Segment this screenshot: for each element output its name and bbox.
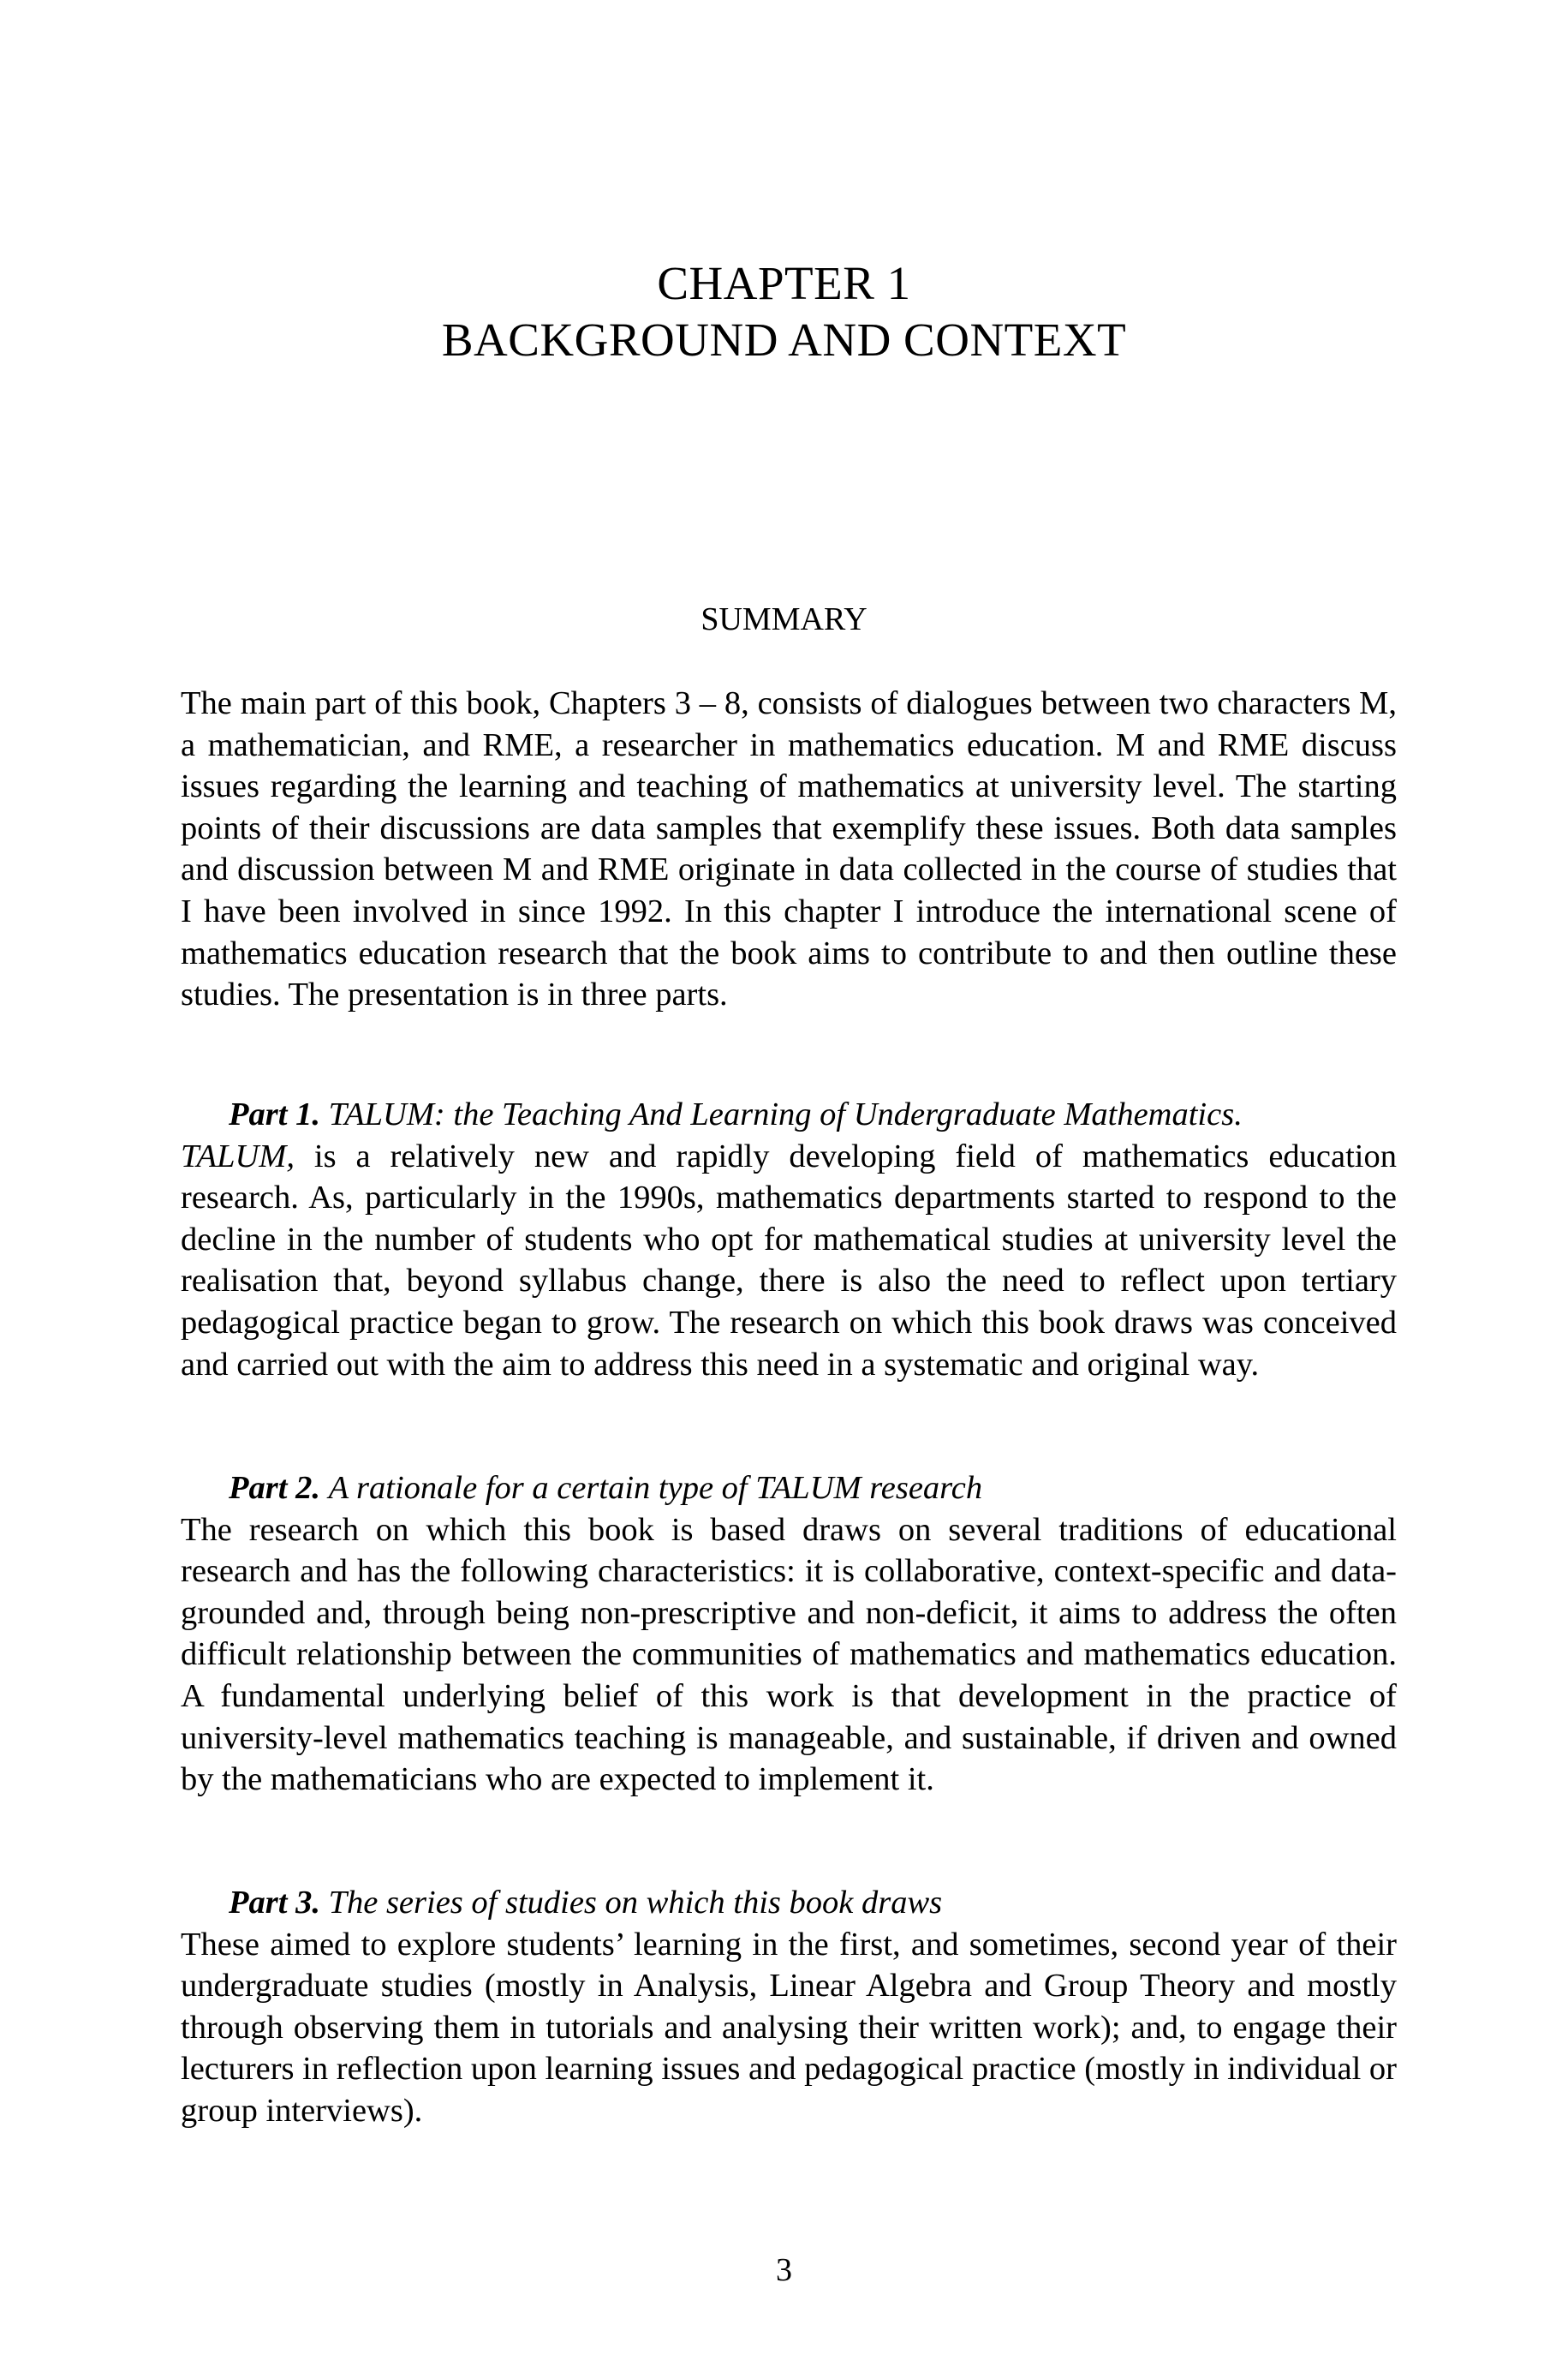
summary-section <box>181 683 1397 1016</box>
part-2-paragraph: The research on which this book is based draws on several traditions of educational research and has the following characteristics: it is collaborative, context-specific and data-grounded and, through being non-prescriptive and non-deficit, it aims to address the often difficult relationship between the communities of mathematics and mathematics education. A fundamental underlying belief of this work is that development in the practice of university-level mathematics teaching is manageable, and sustainable, if driven and owned by the mathematicians who are expected to implement it. <box>181 1511 1397 1798</box>
part-1-heading <box>181 1094 1397 1136</box>
part-3-heading <box>181 1882 1397 1924</box>
chapter-heading <box>0 255 1568 368</box>
part-1-title: TALUM: the Teaching And Learning of Undergraduate Mathematics. <box>328 1096 1243 1132</box>
part-3-section <box>181 1882 1397 2132</box>
part-1-lead-term: TALUM, <box>181 1138 295 1174</box>
chapter-number: CHAPTER 1 <box>657 257 911 309</box>
part-2-section <box>181 1467 1397 1801</box>
summary-paragraph: The main part of this book, Chapters 3 – 8, consists of dialogues between two characters M, a mathematician, and RME, a researcher in mathematics education. M and RME discuss issues regarding the learning and teaching of mathematics at university level. The starting points of their discussions are data samples that exemplify these issues. Both data samples and discussion between M and RME originate in data collected in the course of studies that I have been involved in since 1992. In this chapter I introduce the international scene of mathematics education research that the book aims to contribute to and then outline these studies. The presentation is in three parts. <box>181 685 1397 1013</box>
part-3-title: The series of studies on which this book draws <box>328 1885 943 1921</box>
part-3-label: Part 3. <box>229 1885 320 1921</box>
part-2-title: A rationale for a certain type of TALUM research <box>328 1470 983 1506</box>
chapter-title: BACKGROUND AND CONTEXT <box>441 314 1127 366</box>
part-3-paragraph: These aimed to explore students’ learning in the first, and sometimes, second year of their undergraduate studies (mostly in Analysis, Linear Algebra and Group Theory and mostly through observing them in tutorials and analysing their written work); and, to engage their lecturers in reflection upon learning issues and pedagogical practice (mostly in individual or group interviews). <box>181 1926 1397 2129</box>
part-1-section <box>181 1094 1397 1385</box>
part-1-label: Part 1. <box>229 1096 320 1132</box>
part-2-label: Part 2. <box>229 1470 320 1506</box>
part-1-text: is a relatively new and rapidly developing field of mathematics education research. As, particularly in the 1990s, mathematics departments started to respond to the decline in the number of students who opt for mathematical studies at university level the realisation that, beyond syllabus change, there is also the need to reflect upon tertiary pedagogical practice began to grow. The research on which this book draws was conceived and carried out with the aim to address this need in a systematic and original way. <box>181 1138 1397 1383</box>
part-1-paragraph <box>181 1136 1397 1386</box>
page-number: 3 <box>776 2252 792 2288</box>
summary-heading: SUMMARY <box>701 601 867 637</box>
part-2-heading <box>181 1467 1397 1509</box>
